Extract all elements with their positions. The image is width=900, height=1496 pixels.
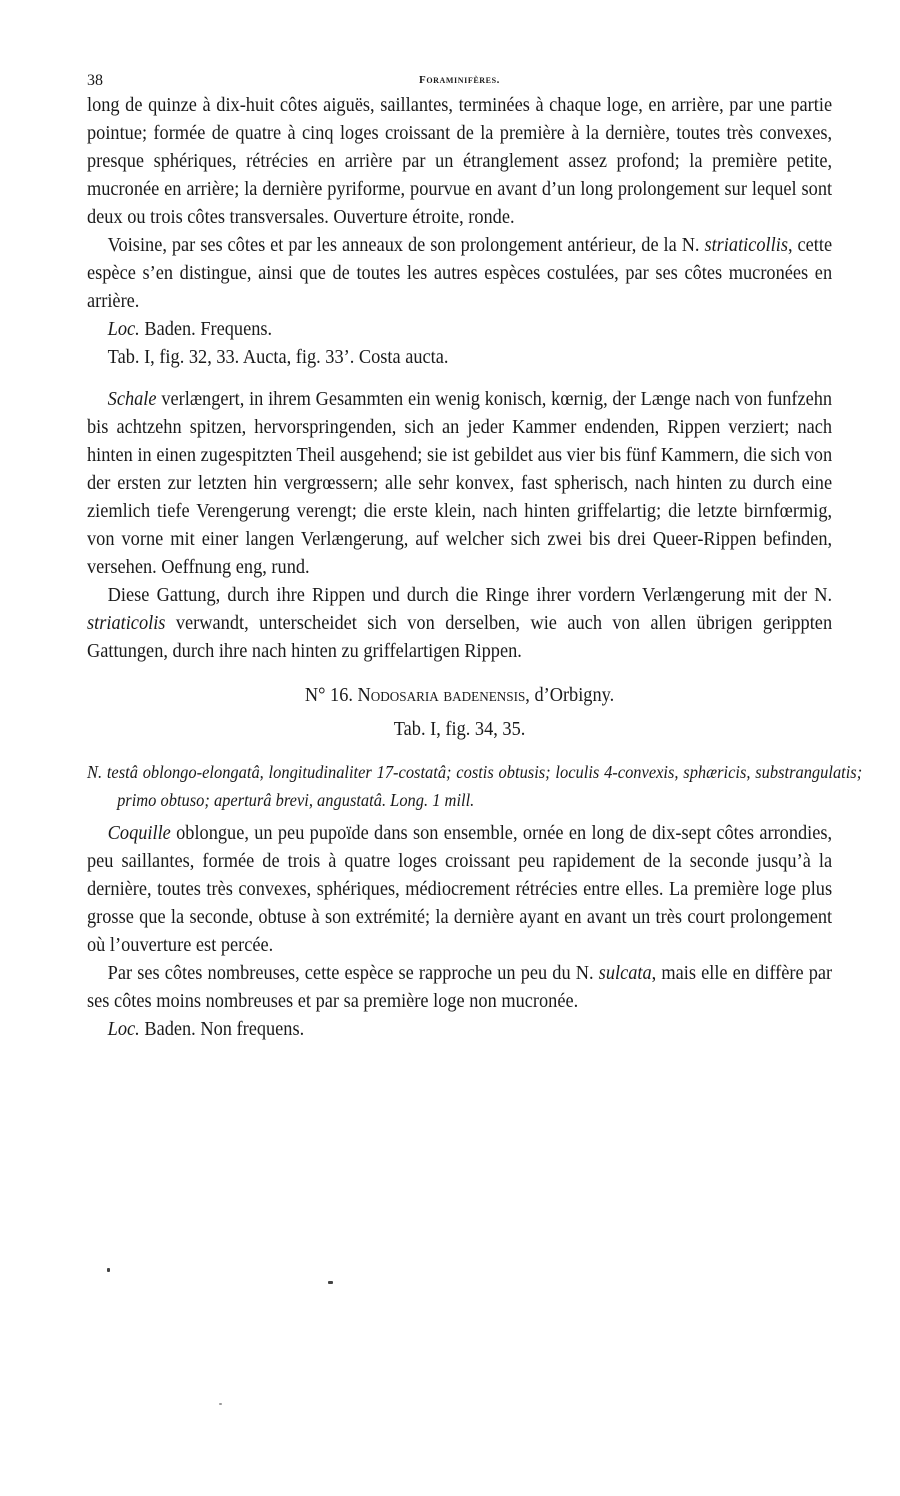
text-run: Voisine, par ses côtes et par les anneaux de son prolongement antérieur, de la N. [107, 235, 705, 256]
scan-speck [328, 1281, 333, 1284]
text-run: verwandt, unterscheidet sich von derselben, wie auch von allen übrigen gerippten Gattungen, durch ihre nach hinten zu griffelartigen Rippen. [87, 613, 833, 662]
page-number: 38 [87, 72, 103, 89]
locality-line-2 [87, 1016, 832, 1044]
german-comparison-paragraph [87, 582, 832, 666]
locality-label: Loc. [107, 319, 140, 340]
text-run: , cette espèce s’en distingue, ainsi que de toutes les autres espèces costulées, par ses côtes mucronées en arrière. [87, 235, 833, 312]
running-title: Foraminifères. [419, 74, 500, 86]
species-author: , d’Orbigny. [525, 685, 615, 706]
text-run: oblongue, un peu pupoïde dans son ensemble, ornée en long de dix-sept côtes arrondies, peu saillantes, formée de trois à quatre loges croissant peu rapidement de la seconde jusqu’à la dernière, toutes très convexes, sphériques, médiocrement rétrécies entre elles. La première loge plus grosse que la seconde, obtuse à son extrémité; la dernière ayant en avant un très court prolongement où l’ouverture est percée. [87, 823, 833, 956]
locality-label: Loc. [107, 1019, 140, 1040]
text-run: Diese Gattung, durch ihre Rippen und durch die Ringe ihrer vordern Verlængerung mit der N. [107, 585, 833, 606]
text-run: Par ses côtes nombreuses, cette espèce se rapproche un peu du N. [107, 963, 599, 984]
running-header [87, 72, 832, 92]
species-number: N° 16. [304, 685, 353, 706]
latin-diagnosis: N. testâ oblongo-elongatâ, longitudinaliter 17-costatâ; costis obtusis; loculis 4-convexis, sphæricis, substrangulatis; primo obtuso; aperturâ brevi, angustatâ. Long. 1 mill. [87, 762, 863, 810]
term-italic: Schale [107, 389, 157, 410]
species-heading [87, 682, 832, 710]
text-run: , mais elle en diffère par ses côtes moins nombreuses et par sa première loge non mucronée. [87, 963, 833, 1012]
term-italic: Coquille [107, 823, 171, 844]
scan-speck [219, 1403, 222, 1405]
scan-speck [107, 1268, 110, 1272]
french-comparison-paragraph-2 [87, 960, 832, 1016]
locality-text: Baden. Frequens. [139, 319, 273, 340]
german-description-paragraph [87, 386, 832, 582]
species-name-italic: sulcata [598, 963, 652, 984]
text-run: verlængert, in ihrem Gesammten ein wenig konisch, kœrnig, der Længe nach von funfzehn bis achtzehn spitzen, hervorspringenden, sich an jeder Kammer endenden, Rippen verziert; nach hinten in einen zugespitzten Theil ausgehend; sie ist gebildet aus vier bis fünf Kammern, die sich von der ersten zur letzten hin vergrœssern; alle sehr konvex, fast spherisch, nach hinten zu durch eine ziemlich tiefe Verengerung verengt; die erste klein, nach hinten griffelartig; die letzte birnfœrmig, von vorne mit einer langen Verlængerung, auf welcher sich zwei bis drei Queer-Rippen befinden, versehen. Oeffnung eng, rund. [87, 389, 833, 578]
french-comparison-paragraph [87, 232, 832, 316]
figure-reference: Tab. I, fig. 32, 33. Aucta, fig. 33’. Costa aucta. [107, 347, 449, 368]
species-name: Nodosaria badenensis [357, 685, 526, 706]
species-name-italic: striaticollis [704, 235, 788, 256]
locality-line [87, 316, 832, 344]
locality-text: Baden. Non frequens. [139, 1019, 305, 1040]
species-figure-reference: Tab. I, fig. 34, 35. [393, 719, 526, 740]
french-description-paragraph [87, 820, 832, 960]
french-description-continued: long de quinze à dix-huit côtes aiguës, saillantes, terminées à chaque loge, en arrière, par une partie pointue; formée de quatre à cinq loges croissant de la première à la dernière, toutes très convexes, presque sphériques, rétrécies en arrière par un étranglement assez profond; la première petite, mucronée en arrière; la dernière pyriforme, pourvue en avant d’un long prolongement sur lequel sont deux ou trois côtes transversales. Ouverture étroite, ronde. [87, 95, 833, 228]
species-name-italic: striaticolis [87, 613, 166, 634]
book-page [87, 72, 863, 1044]
